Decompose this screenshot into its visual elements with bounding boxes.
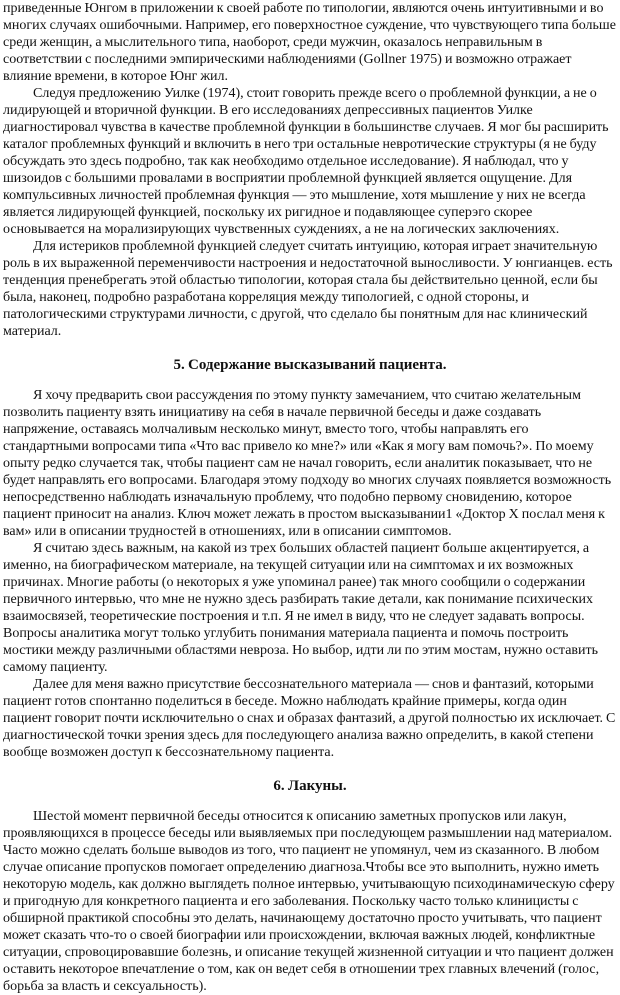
- paragraph: Далее для меня важно присутствие бессознательного материала — снов и фантазий, которыми пациент готов спонтанно поделиться в беседе. Можно наблюдать крайние примеры, когда один пациент говорит почти исключительно о снах и образах фантазий, а другой полностью их исключает. С диагностической точки зрения здесь для последующего анализа важно определить, в какой степени вообще возможен доступ к бессознательному пациента.: [3, 677, 616, 760]
- paragraph: Я хочу предварить свои рассуждения по этому пункту замечанием, что считаю желательным позволить пациенту взять инициативу на себя в начале первичной беседы и даже создавать напряжение, оставаясь молчаливым несколько минут, вместо того, чтобы направлять его стандартными вопросами типа «Что вас привело ко мне?» или «Как я могу вам помочь?». По моему опыту редко случается так, чтобы пациент сам не начал говорить, если аналитик показывает, что не будет направлять его вопросами. Благодаря этому подходу во многих случаях появляется возможность непосредственно наблюдать изначальную проблему, что подобно первому сновидению, которое пациент приносит на анализ. Ключ может лежать в простом высказывании1 «Доктор X послал меня к вам» или в описании трудностей в отношениях, или в описании симптомов.: [3, 388, 612, 539]
- spacer: [3, 795, 617, 808]
- section-heading: 6. Лакуны.: [273, 778, 347, 794]
- section-heading: 5. Содержание высказываний пациента.: [173, 357, 447, 373]
- paragraph: Я считаю здесь важным, на какой из трех больших областей пациент больше акцентируется, а именно, на биографическом материале, на текущей ситуации или на симптомах и их возможных причинах. Многие работы (о некоторых я уже упоминал ранее) так много сообщили о содержании первичного интервью, что мне не нужно здесь разбирать такие детали, как понимание психических взаимосвязей, теоретические построения и т.п. Я не имел в виду, что не следует задавать вопросы. Вопросы аналитика могут только углубить понимания материала пациента и помочь построить мостики между различными областями невроза. Но выбор, идти ли по этим мостам, нужно оставить самому пациенту.: [3, 541, 599, 675]
- paragraph: Для истериков проблемной функцией следует считать интуицию, которая играет значительную роль в их выраженной переменчивости настроения и недостаточной выносливости. У юнгианцев. есть тенденция пренебрегать этой областью типологии, которая стала бы действительно ценной, если бы была, наконец, подробно разработана корреляция между типологией, с одной стороны, и патологическими структурами личности, с другой, что сделало бы понятным для нас клинический материал.: [3, 239, 613, 339]
- paragraph: приведенные Юнгом в приложении к своей работе по типологии, являются очень интуитивными и во многих случаях ошибочными. Например, его поверхностное суждение, что чувствующего типа больше среди женщин, а мыслительного типа, наоборот, среди мужчин, оказалось неправильным в соответствии с последними эмпирическими наблюдениями (Gollner 1975) и возможно отражает влияние времени, в которое Юнг жил.: [3, 1, 616, 84]
- spacer: [3, 340, 617, 357]
- paragraph: Шестой момент первичной беседы относится к описанию заметных пропусков или лакун, проявляющихся в процессе беседы или выявляемых при последующем размышлении над материалом. Часто можно сделать больше выводов из того, что пациент не упомянул, чем из сказанного. В любом случае описание пропусков помогает определению диагноза.Чтобы все это выполнить, нужно иметь некоторую модель, как должно выглядеть полное интервью, учитывающую психодинамическую сферу и пригодную для конкретного пациента и его заболевания. Поскольку часто только клиницисты с обширной практикой способны это делать, начинающему достаточно просто учитывать, что пациент может сказать что-то о своей биографии или происхождении, включая важных людей, конфликтные ситуации, спровоцировавшие болезнь, и описание текущей жизненной ситуации и что пациент должен оставить некоторое впечатление о том, как он ведет себя в отношении трех главных влечений (голос, борьба за власть и сексуальность).: [3, 809, 615, 994]
- paragraph: Следуя предложению Уилке (1974), стоит говорить прежде всего о проблемной функции, а не о лидирующей и вторичной функции. В его исследованиях депрессивных пациентов Уилке диагностировал чувства в качестве проблемной функции в большинстве случаев. Я мог бы расширить каталог проблемных функций и включить в него три остальные невротические структуры (я не буду обсуждать это здесь подробно, так как необходимо отдельное исследование). Я наблюдал, что у шизоидов с большими провалами в восприятии проблемной функцией является ощущение. Для компульсивных личностей проблемная функция — это мышление, хотя мышление у них не всегда является лидирующей функцией, поскольку их ригидное и подавляющее суперэго скорее основывается на морализирующих чувственных суждениях, а не на логических заключениях.: [3, 86, 609, 237]
- spacer: [3, 761, 617, 778]
- spacer: [3, 374, 617, 387]
